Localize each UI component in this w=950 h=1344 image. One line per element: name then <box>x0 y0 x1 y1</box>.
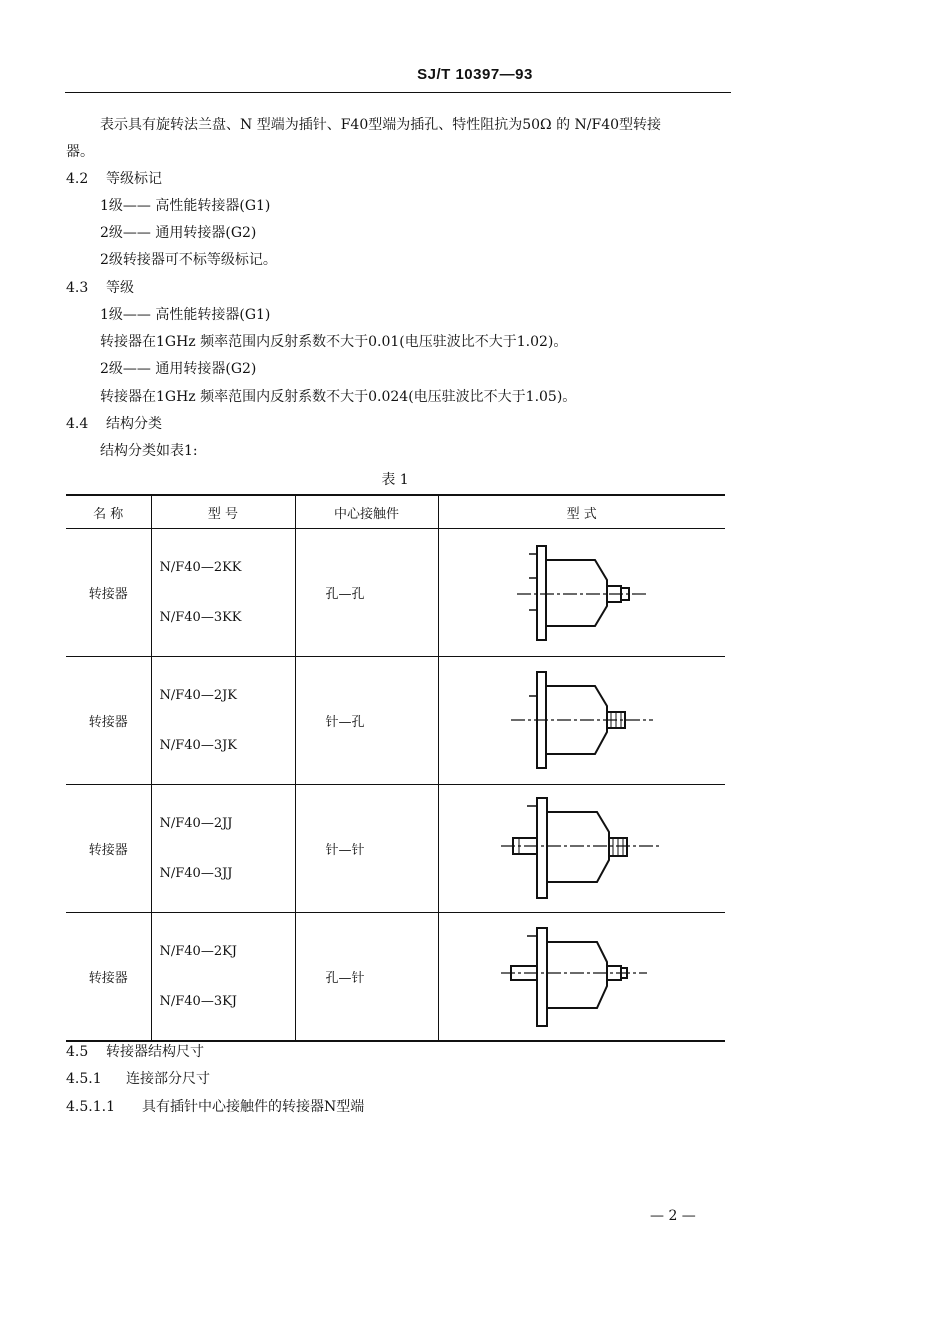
intro-line-1: 表示具有旋转法兰盘、N 型端为插针、F40型端为插孔、特性阻抗为50Ω 的 N/F40型转接 <box>100 117 662 133</box>
section-4-2-heading <box>66 168 162 188</box>
header-form: 型 式 <box>438 495 725 529</box>
model-code: N/F40—3KK <box>159 609 242 625</box>
grade-1-spec: 转接器在1GHz 频率范围内反射系数不大于0.01(电压驻波比不大于1.02)。 <box>100 334 568 350</box>
cell-drawing <box>438 529 725 657</box>
model-code: N/F40—2KK <box>159 559 242 575</box>
adapter-kk-drawing <box>507 538 657 648</box>
model-code: N/F40—3JJ <box>159 865 233 881</box>
table-row <box>66 913 725 1042</box>
structure-table <box>66 494 725 1042</box>
intro-line-2: 器。 <box>66 144 94 160</box>
model-code: N/F40—2KJ <box>159 943 238 959</box>
table-caption: 表 1 <box>381 472 409 488</box>
grade-mark-2: 2级—— 通用转接器(G2) <box>100 225 257 241</box>
cell-contact: 针—针 <box>295 785 438 913</box>
section-4-3-heading <box>66 277 134 297</box>
section-title: 结构分类 <box>106 416 162 432</box>
cell-name: 转接器 <box>66 657 151 785</box>
cell-model <box>151 913 295 1042</box>
section-title: 具有插针中心接触件的转接器N型端 <box>142 1099 365 1115</box>
section-number: 4.3 <box>66 280 89 296</box>
structure-intro: 结构分类如表1: <box>100 443 198 459</box>
cell-contact: 孔—孔 <box>295 529 438 657</box>
adapter-jk-drawing <box>507 666 657 776</box>
section-title: 等级 <box>106 280 134 296</box>
header-standard-number: SJ/T 10397—93 <box>417 66 533 83</box>
cell-name: 转接器 <box>66 785 151 913</box>
table-row <box>66 657 725 785</box>
model-code: N/F40—3KJ <box>159 993 238 1009</box>
table-row <box>66 785 725 913</box>
section-number: 4.5.1.1 <box>66 1099 115 1115</box>
section-number: 4.5 <box>66 1044 89 1060</box>
cell-name: 转接器 <box>66 913 151 1042</box>
section-4-4-heading <box>66 413 162 433</box>
cell-contact: 针—孔 <box>295 657 438 785</box>
model-code: N/F40—3JK <box>159 737 238 753</box>
cell-contact: 孔—针 <box>295 913 438 1042</box>
cell-drawing <box>438 785 725 913</box>
cell-drawing <box>438 657 725 785</box>
section-title: 等级标记 <box>106 171 162 187</box>
table-row <box>66 529 725 657</box>
section-4-5-heading <box>66 1041 204 1061</box>
header-rule <box>65 92 731 93</box>
grade-mark-note: 2级转接器可不标等级标记。 <box>100 252 277 268</box>
cell-model <box>151 529 295 657</box>
table-header-row <box>66 495 725 529</box>
grade-mark-1: 1级—— 高性能转接器(G1) <box>100 198 271 214</box>
model-code: N/F40—2JJ <box>159 815 233 831</box>
section-4-5-1-1-heading <box>66 1096 364 1116</box>
grade-2-spec: 转接器在1GHz 频率范围内反射系数不大于0.024(电压驻波比不大于1.05)。 <box>100 389 577 405</box>
section-title: 转接器结构尺寸 <box>106 1044 204 1060</box>
section-number: 4.2 <box>66 171 89 187</box>
adapter-kj-drawing <box>497 922 667 1032</box>
grade-1-title: 1级—— 高性能转接器(G1) <box>100 307 271 323</box>
header-model: 型 号 <box>151 495 295 529</box>
adapter-jj-drawing <box>497 794 667 904</box>
cell-name: 转接器 <box>66 529 151 657</box>
cell-model <box>151 785 295 913</box>
cell-model <box>151 657 295 785</box>
page-number: — 2 — <box>650 1208 696 1224</box>
section-number: 4.5.1 <box>66 1071 102 1087</box>
section-4-5-1-heading <box>66 1068 210 1088</box>
section-title: 连接部分尺寸 <box>126 1071 210 1087</box>
cell-drawing <box>438 913 725 1042</box>
grade-2-title: 2级—— 通用转接器(G2) <box>100 361 257 377</box>
header-name: 名 称 <box>66 495 151 529</box>
section-number: 4.4 <box>66 416 89 432</box>
model-code: N/F40—2JK <box>159 687 238 703</box>
header-contact: 中心接触件 <box>295 495 438 529</box>
